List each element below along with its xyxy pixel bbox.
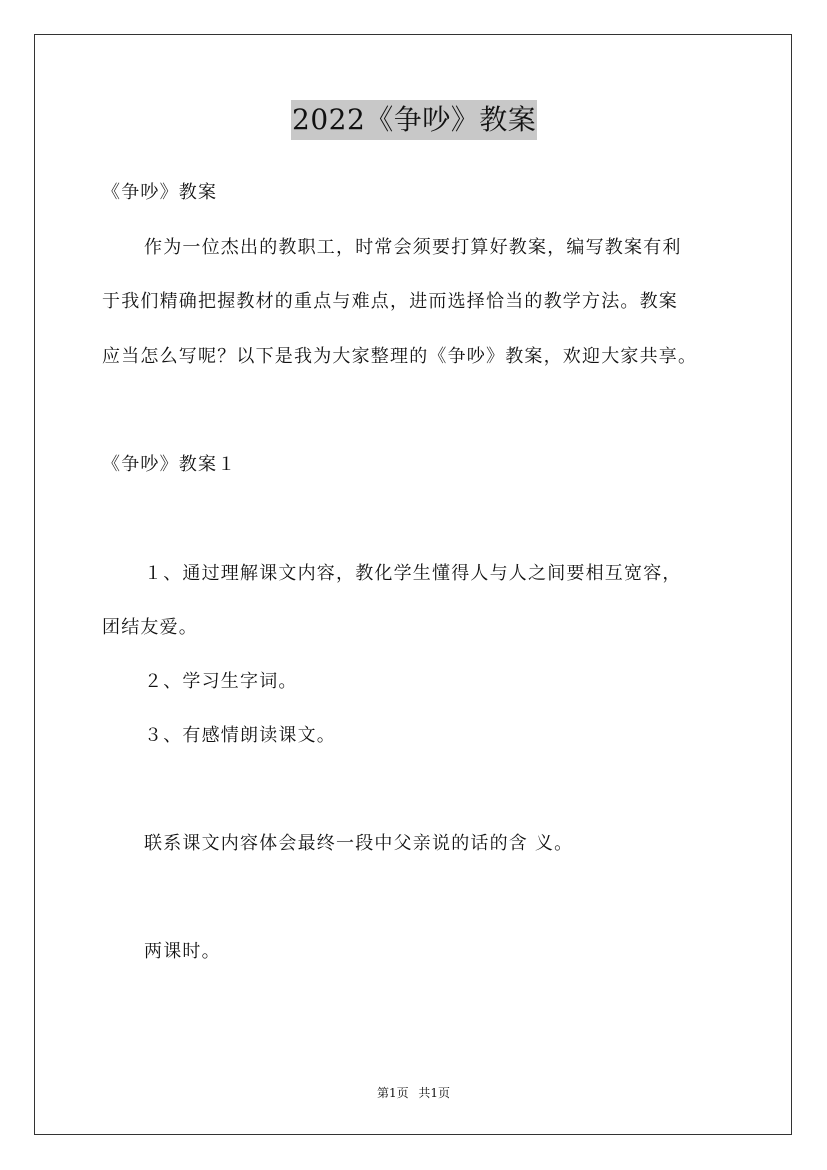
key-point: 联系课文内容体会最终一段中父亲说的话的含 义。 <box>144 833 574 854</box>
objective-line-2: 团结友爱。 <box>102 617 198 638</box>
section-heading: 《争吵》教案１ <box>102 454 237 475</box>
objective-line-4: ３、有感情朗读课文。 <box>144 725 336 746</box>
page-footer <box>0 1085 827 1101</box>
intro-line-2: 于我们精确把握教材的重点与难点，进而选择恰当的教学方法。教案 <box>102 291 678 312</box>
page-number: 第1页 <box>376 1086 409 1100</box>
objective-line-1: １、通过理解课文内容，教化学生懂得人与人之间要相互宽容， <box>144 563 682 584</box>
page-total: 共1页 <box>418 1086 451 1100</box>
document-subtitle: 《争吵》教案 <box>102 182 218 203</box>
document-title: 2022《争吵》教案 <box>291 100 537 140</box>
intro-line-1: 作为一位杰出的教职工，时常会须要打算好教案，编写教案有利 <box>144 237 682 258</box>
class-hours: 两课时。 <box>144 941 221 962</box>
intro-line-3: 应当怎么写呢？以下是我为大家整理的《争吵》教案，欢迎大家共享。 <box>102 346 698 367</box>
objective-line-3: ２、学习生字词。 <box>144 671 298 692</box>
